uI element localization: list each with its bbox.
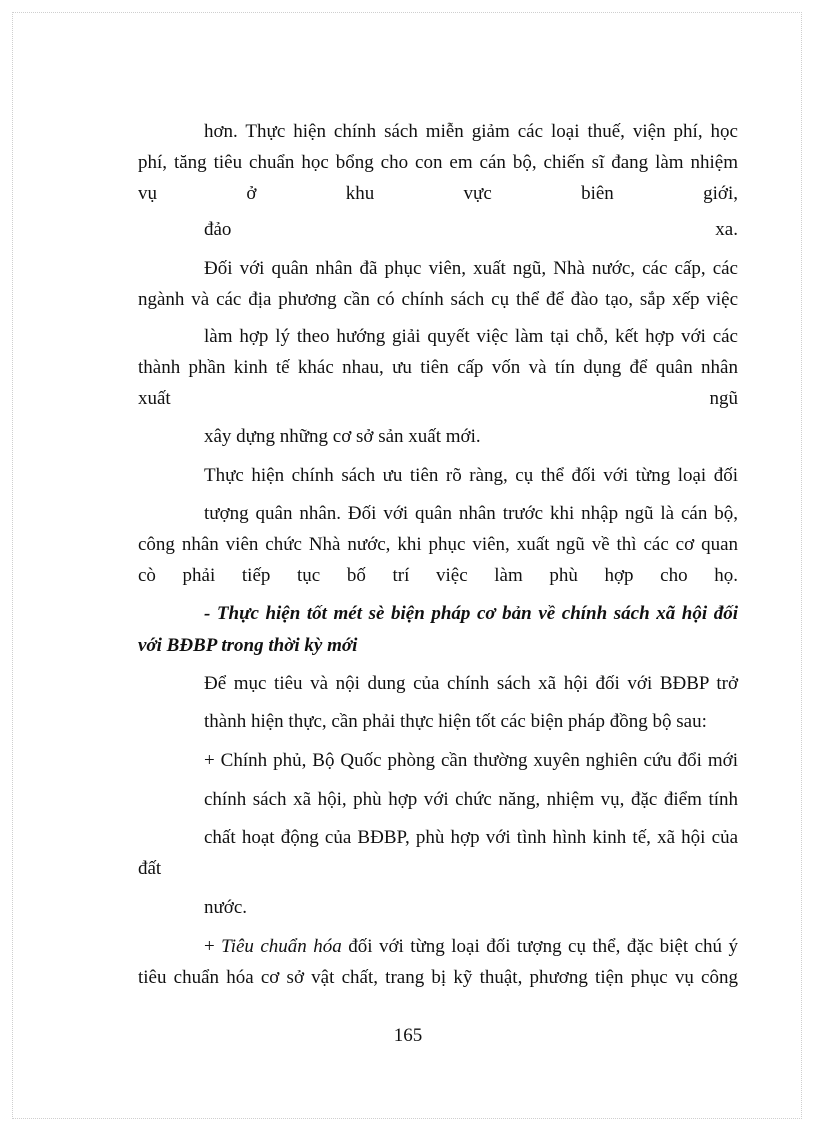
- text-line: tượng quân nhân. Đối với quân nhân trước khi nhập ngũ là cán bộ,: [204, 503, 738, 524]
- text-line: chính sách xã hội, phù hợp với chức năng, nhiệm vụ, đặc điểm tính: [204, 789, 738, 810]
- text-line: + Chính phủ, Bộ Quốc phòng cần thường xuyên nghiên cứu đổi mới: [204, 750, 738, 771]
- italic-term: Tiêu chuẩn hóa: [221, 936, 342, 957]
- text-line: Thực hiện chính sách ưu tiên rõ ràng, cụ thể đối với từng loại đối: [204, 465, 738, 486]
- page-number: 165: [393, 1025, 423, 1046]
- text-line: thành phần kinh tế khác nhau, ưu tiên cấp vốn và tín dụng để quân nhân: [138, 357, 738, 378]
- list-marker: +: [204, 936, 222, 957]
- text-line: hơn. Thực hiện chính sách miễn giảm các loại thuế, viện phí, học: [204, 121, 738, 142]
- text-line: tiêu chuẩn hóa cơ sở vật chất, trang bị kỹ thuật, phương tiện phục vụ công: [138, 967, 738, 988]
- text-line: xây dựng những cơ sở sản xuất mới.: [204, 426, 481, 447]
- text-line: cò phải tiếp tục bố trí việc làm phù hợp cho họ.: [138, 565, 738, 586]
- text-line: nước.: [204, 897, 248, 918]
- text-line: ngành và các địa phương cần có chính sách cụ thể để đào tạo, sắp xếp việc: [138, 289, 738, 310]
- text-line: [204, 935, 738, 959]
- text-line: phí, tăng tiêu chuẩn học bổng cho con em cán bộ, chiến sĩ đang làm nhiệm: [138, 152, 738, 173]
- text-line: công nhân viên chức Nhà nước, khi phục viên, xuất ngũ về thì các cơ quan: [138, 534, 738, 555]
- text-line: Để mục tiêu và nội dung của chính sách xã hội đối với BĐBP trở: [204, 673, 738, 694]
- text-line: làm hợp lý theo hướng giải quyết việc làm tại chỗ, kết hợp với các: [204, 326, 738, 347]
- section-heading: - Thực hiện tốt mét sè biện pháp cơ bản về chính sách xã hội đối: [204, 603, 738, 624]
- section-heading: với BĐBP trong thời kỳ mới: [138, 635, 358, 656]
- text-line: thành hiện thực, cần phải thực hiện tốt các biện pháp đồng bộ sau:: [204, 711, 707, 732]
- text-line: chất hoạt động của BĐBP, phù hợp với tình hình kinh tế, xã hội của: [204, 827, 738, 848]
- text-line: xuất ngũ: [138, 388, 738, 409]
- text-run: đối với từng loại đối tượng cụ thể, đặc biệt chú ý: [341, 936, 738, 957]
- text-line: đất: [138, 858, 162, 879]
- text-line: vụ ở khu vực biên giới,: [138, 183, 738, 204]
- text-line: Đối với quân nhân đã phục viên, xuất ngũ, Nhà nước, các cấp, các: [204, 258, 738, 279]
- text-line: đảo xa.: [204, 219, 738, 240]
